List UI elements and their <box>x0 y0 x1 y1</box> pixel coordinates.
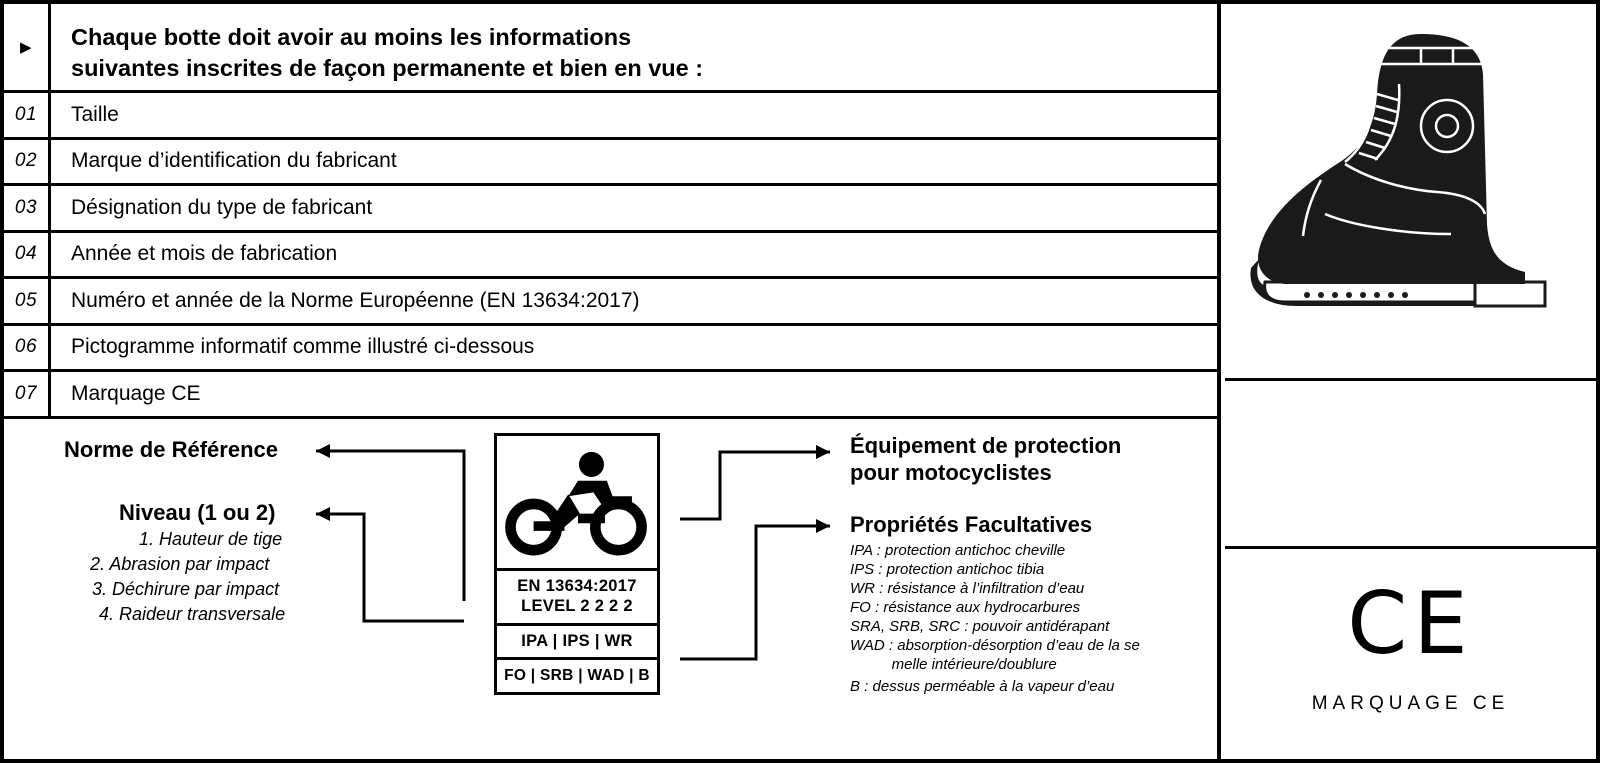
motorcycle-boot-illustration <box>1225 4 1596 381</box>
niveau-item: 1. Hauteur de tige <box>139 528 283 549</box>
item-number: 07 <box>4 372 51 416</box>
list-item <box>4 326 1217 373</box>
item-label: Marque d’identification du fabricant <box>71 149 397 173</box>
ce-marking-panel <box>1225 549 1596 756</box>
proprietes-item: melle intérieure/doublure <box>850 655 1057 673</box>
ce-mark-glyph: CE <box>1347 574 1474 674</box>
left-column <box>4 4 1221 759</box>
equipement-label-line2: pour motocyclistes <box>850 459 1052 485</box>
item-number: 06 <box>4 326 51 370</box>
header-title <box>51 4 703 90</box>
header-title-line1: Chaque botte doit avoir au moins les informations <box>71 24 632 50</box>
item-number: 02 <box>4 140 51 184</box>
norme-de-reference-label: Norme de Référence <box>64 436 278 462</box>
proprietes-item: IPS : protection antichoc tibia <box>850 560 1045 578</box>
proprietes-item: IPA : protection antichoc cheville <box>850 541 1066 559</box>
motorcyclist-icon <box>497 436 657 571</box>
proprietes-item: WAD : absorption-désorption d’eau de la se <box>850 636 1140 654</box>
list-item <box>4 140 1217 187</box>
proprietes-item: FO : résistance aux hydrocarbures <box>850 598 1081 616</box>
header-title-line2: suivantes inscrites de façon permanente et bien en vue : <box>71 55 704 82</box>
item-label: Numéro et année de la Norme Européenne (EN 13634:2017) <box>71 288 640 312</box>
item-label: Taille <box>71 102 119 126</box>
proprietes-item: SRA, SRB, SRC : pouvoir antidérapant <box>850 617 1110 635</box>
proprietes-title: Propriétés Facultatives <box>850 511 1093 537</box>
list-item <box>4 93 1217 140</box>
item-label: Pictogramme informatif comme illustré ci-dessous <box>71 335 535 359</box>
bullet-marker: ▶ <box>4 4 51 90</box>
item-label: Désignation du type de fabricant <box>71 195 373 219</box>
motorcyclist-icon-glyph <box>497 436 657 568</box>
item-number: 05 <box>4 279 51 323</box>
list-item <box>4 233 1217 280</box>
pictogram-box <box>494 433 660 695</box>
pictogram-row3: IPA | IPS | WR <box>497 626 657 661</box>
item-number: 03 <box>4 186 51 230</box>
spacer-panel <box>1225 381 1596 549</box>
pictogram-level: LEVEL 2 2 2 2 <box>521 597 633 616</box>
item-label: Marquage CE <box>71 381 201 405</box>
header-row <box>4 4 1217 93</box>
niveau-label: Niveau (1 ou 2) <box>119 499 276 525</box>
pictogram-diagram <box>4 419 1217 753</box>
item-label: Année et mois de fabrication <box>71 242 338 266</box>
niveau-item: 3. Déchirure par impact <box>92 578 280 599</box>
item-number: 01 <box>4 93 51 137</box>
list-item <box>4 372 1217 419</box>
pictogram-row4: FO | SRB | WAD | B <box>504 667 650 685</box>
pictogram-standard: EN 13634:2017 <box>517 576 637 595</box>
item-number: 04 <box>4 233 51 277</box>
ce-caption: MARQUAGE CE <box>1311 693 1510 714</box>
right-column <box>1225 4 1596 759</box>
niveau-item: 2. Abrasion par impact <box>90 553 270 574</box>
list-item <box>4 186 1217 233</box>
proprietes-item: B : dessus perméable à la vapeur d’eau <box>850 677 1115 695</box>
pictogram-standard-cell <box>497 571 657 626</box>
equipement-label-line1: Équipement de protection <box>850 432 1122 458</box>
proprietes-item: WR : résistance à l’infiltration d’eau <box>850 579 1085 597</box>
boot-illustration-panel <box>1225 4 1596 381</box>
list-item <box>4 279 1217 326</box>
niveau-item: 4. Raideur transversale <box>99 603 286 624</box>
